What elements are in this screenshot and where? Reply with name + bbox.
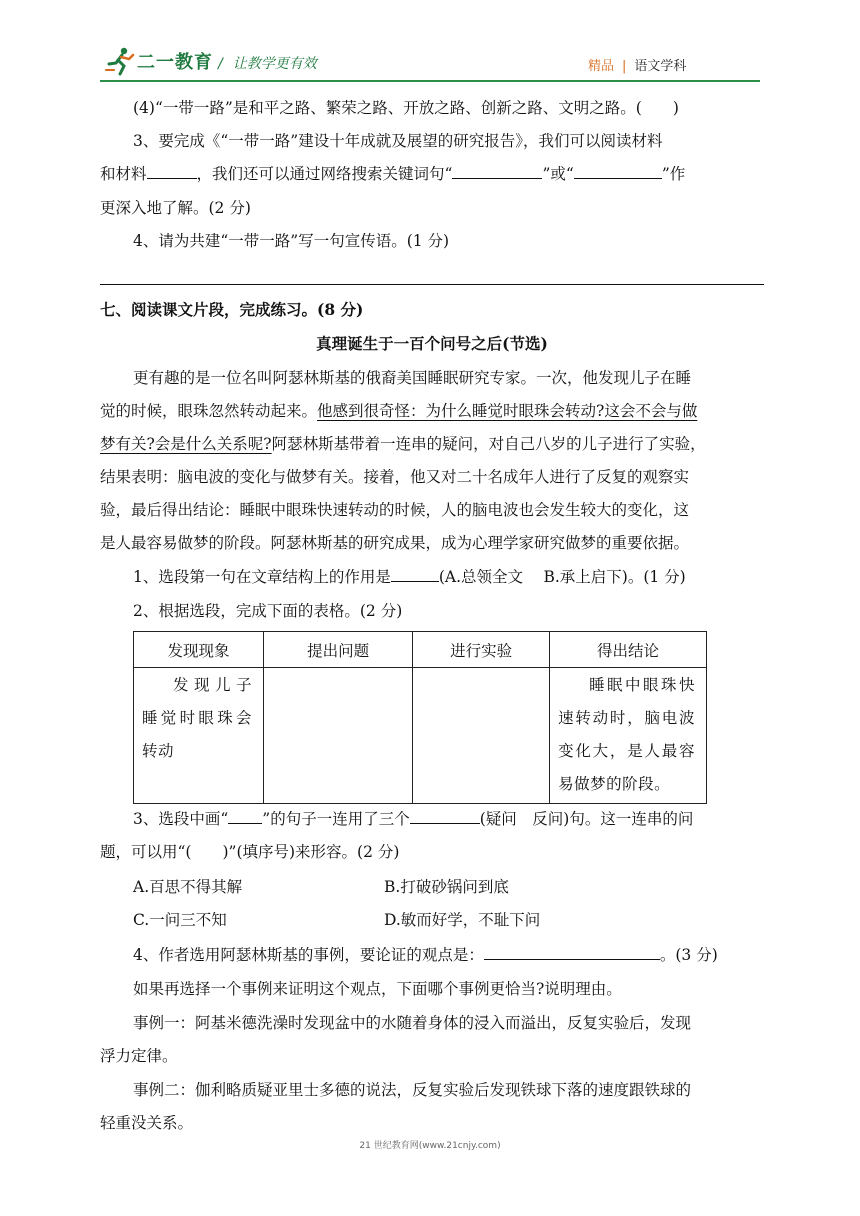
question-7-4-prompt: 如果再选择一个事例来证明这个观点，下面哪个事例更恰当?说明理由。 bbox=[133, 980, 622, 998]
table-cell-blank[interactable] bbox=[263, 668, 412, 804]
question-3-line-3: 更深入地了解。(2 分) bbox=[100, 199, 251, 217]
example-2-line-2: 轻重没关系。 bbox=[100, 1114, 194, 1132]
passage-line: 是人最容易做梦的阶段。阿瑟林斯基的研究成果，成为心理学家研究做梦的重要依据。 bbox=[100, 534, 690, 552]
header-divider bbox=[100, 80, 760, 82]
answer-blank[interactable] bbox=[452, 160, 542, 179]
subject-label: 语文学科 bbox=[634, 59, 687, 74]
option-b: B.打破砂锅问到底 bbox=[384, 878, 509, 896]
runner-logo-icon bbox=[105, 46, 135, 76]
underlined-sentence: 他感到很奇怪：为什么睡觉时眼珠会转动?这会不会与做 bbox=[317, 402, 698, 420]
passage-line: 结果表明：脑电波的变化与做梦有关。接着，他又对二十名成年人进行了反复的观察实 bbox=[100, 468, 690, 486]
logo bbox=[105, 46, 213, 76]
option-d: D.敏而好学，不耻下问 bbox=[384, 911, 541, 929]
table-header: 进行实验 bbox=[413, 632, 550, 668]
page-header bbox=[0, 0, 860, 84]
question-7-2: 2、根据选段，完成下面的表格。(2 分) bbox=[133, 602, 403, 620]
answer-blank[interactable] bbox=[228, 805, 262, 824]
jingpin-label: 精品 bbox=[588, 59, 615, 74]
table-header: 提出问题 bbox=[263, 632, 412, 668]
slogan: / 让教学更有效 bbox=[218, 56, 317, 72]
section-7-heading: 七、阅读课文片段，完成练习。(8 分) bbox=[100, 300, 364, 319]
answer-blank[interactable] bbox=[410, 805, 480, 824]
answer-blank[interactable] bbox=[484, 941, 660, 960]
question-7-3-line-2: 题，可以用“( )”(填序号)来形容。(2 分) bbox=[100, 843, 400, 861]
question-3-line-1: 3、要完成《“一带一路”建设十年成就及展望的研究报告》，我们可以阅读材料 bbox=[133, 132, 663, 150]
answer-blank[interactable] bbox=[147, 160, 197, 179]
example-1-line-1: 事例一：阿基米德洗澡时发现盆中的水随着身体的浸入而溢出，反复实验后，发现 bbox=[133, 1014, 692, 1032]
logo-text: 二一教育 bbox=[137, 52, 213, 73]
question-7-3: 3、选段中画“ ”的句子一连用了三个 (疑问 反问)句。这一连串的问 bbox=[133, 803, 797, 836]
table-cell: 发现儿子睡觉时眼珠会转动 bbox=[134, 668, 264, 804]
option-a: A.百思不得其解 bbox=[133, 878, 243, 896]
answer-table bbox=[133, 631, 707, 804]
slogan-text: 让教学更有效 bbox=[232, 56, 317, 72]
question-7-4: 4、作者选用阿瑟林斯基的事例，要论证的观点是： 。(3 分) bbox=[133, 939, 797, 972]
passage-line: 觉的时候，眼珠忽然转动起来。他感到很奇怪：为什么睡觉时眼珠会转动?这会不会与做 bbox=[100, 402, 698, 420]
header-right: 精品 | 语文学科 bbox=[588, 59, 687, 74]
passage-title: 真理诞生于一百个问号之后(节选) bbox=[316, 334, 548, 353]
passage-line: 验，最后得出结论：睡眠中眼珠快速转动的时候，人的脑电波也会发生较大的变化，这 bbox=[100, 501, 690, 519]
question-4: 4、请为共建“一带一路”写一句宣传语。(1 分) bbox=[133, 232, 450, 250]
option-c: C.一问三不知 bbox=[133, 911, 227, 929]
question-3-line-2: 和材料 ，我们还可以通过网络搜索关键词句“ ”或“ ”作 bbox=[100, 158, 764, 191]
table-cell: 睡眠中眼珠快速转动时，脑电波变化大，是人最容易做梦的阶段。 bbox=[550, 668, 707, 804]
table-cell-blank[interactable] bbox=[413, 668, 550, 804]
passage-line: 更有趣的是一位名叫阿瑟林斯基的俄裔美国睡眠研究专家。一次，他发现儿子在睡 bbox=[133, 369, 692, 387]
passage-line: 梦有关?会是什么关系呢?阿瑟林斯基带着一连串的疑问，对自己八岁的儿子进行了实验， bbox=[100, 435, 706, 453]
answer-blank[interactable] bbox=[391, 563, 439, 582]
table-header: 发现现象 bbox=[134, 632, 264, 668]
example-2-line-1: 事例二：伽利略质疑亚里士多德的说法，反复实验后发现铁球下落的速度跟铁球的 bbox=[133, 1081, 692, 1099]
answer-blank[interactable] bbox=[574, 160, 662, 179]
table-header: 得出结论 bbox=[550, 632, 707, 668]
question-7-1: 1、选段第一句在文章结构上的作用是 (A.总领全文 B.承上启下)。(1 分) bbox=[133, 561, 797, 594]
underlined-sentence: 梦有关?会是什么关系呢? bbox=[100, 435, 272, 453]
question-line-4: (4)“一带一路”是和平之路、繁荣之路、开放之路、创新之路、文明之路。( ) bbox=[133, 99, 679, 117]
example-1-line-2: 浮力定律。 bbox=[100, 1047, 178, 1065]
page-footer: 21 世纪教育网(www.21cnjy.com) bbox=[359, 1141, 501, 1151]
answer-line[interactable] bbox=[100, 284, 764, 285]
